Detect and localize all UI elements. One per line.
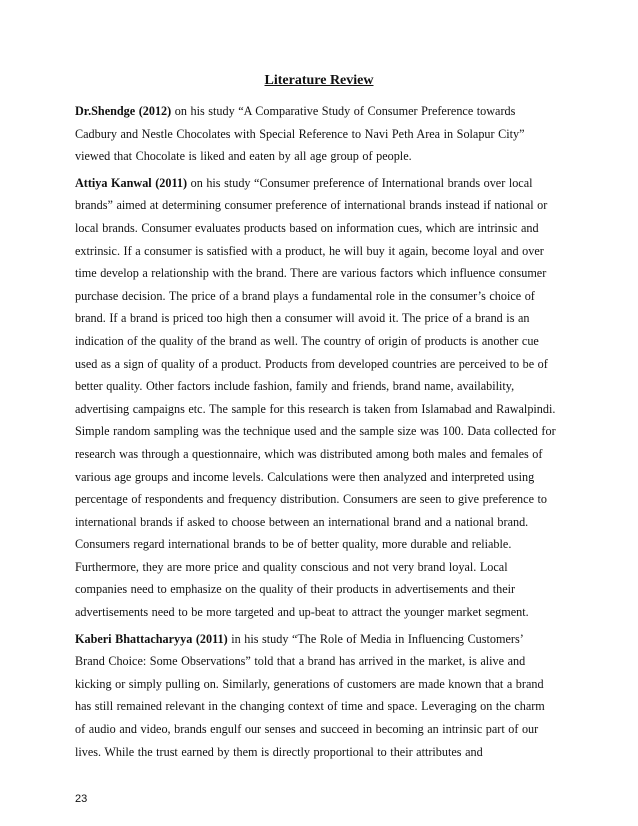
- paragraph-line: [75, 100, 575, 123]
- paragraph-line: Consumers regard international brands to be of better quality, more durable and reliable.: [75, 537, 512, 552]
- paragraph: [75, 172, 575, 624]
- citation-text: on his study “Consumer preference of International brands over local: [187, 175, 533, 190]
- page-number: 23: [75, 793, 88, 805]
- citation-author: Dr.Shendge (2012): [75, 104, 172, 118]
- paragraph-line: [75, 628, 575, 651]
- paragraph-line: percentage of respondents and frequency distribution. Consumers are seen to give preference to: [75, 492, 547, 507]
- paragraph-line: [75, 172, 575, 195]
- paragraph-line: various age groups and income levels. Calculations were then analyzed and interpreted using: [75, 469, 535, 484]
- paragraph-line: has still remained relevant in the changing context of time and space. Leveraging on the charm: [75, 699, 545, 714]
- paragraph-line: international brands if asked to choose between an international brand and a national brand.: [75, 514, 529, 529]
- paragraph-line: Cadbury and Nestle Chocolates with Special Reference to Navi Peth Area in Solapur City”: [75, 126, 525, 141]
- paragraph-line: extrinsic. If a consumer is satisfied with a product, he will buy it again, become loyal and over: [75, 243, 544, 258]
- paragraph-line: advertisements need to be more targeted and up-beat to attract the younger market segment.: [75, 605, 529, 620]
- paragraph-line: companies need to emphasize on the quality of their products in advertisements and their: [75, 582, 516, 597]
- paragraph-line: of audio and video, brands engulf our senses and succeed in becoming an intrinsic part of our: [75, 722, 539, 737]
- paragraph-line: time develop a relationship with the brand. There are various factors which influence consumer: [75, 266, 547, 281]
- paragraph-line: brand. If a brand is priced too high then a consumer will avoid it. The price of a brand is an: [75, 311, 530, 326]
- paragraph-line: Simple random sampling was the technique used and the sample size was 100. Data collected for: [75, 424, 556, 439]
- citation-text: on his study “A Comparative Study of Consumer Preference towards: [171, 104, 516, 118]
- paragraph-line: brands” aimed at determining consumer preference of international brands instead if national or: [75, 198, 548, 213]
- paragraph-line: better quality. Other factors include fashion, family and friends, brand name, availability,: [75, 379, 515, 394]
- paragraph-line: lives. While the trust earned by them is directly proportional to their attributes and: [75, 744, 483, 759]
- paragraph-line: advertising campaigns etc. The sample for this research is taken from Islamabad and Rawalpindi.: [75, 401, 556, 416]
- page-heading: Literature Review: [264, 73, 374, 88]
- paragraph: [75, 628, 575, 764]
- paragraph-line: used as a sign of quality of a product. Products from developed countries are perceived to be of: [75, 356, 548, 371]
- paragraph-line: Furthermore, they are more price and quality conscious and not very brand loyal. Local: [75, 559, 508, 574]
- citation-author: Attiya Kanwal (2011): [75, 175, 188, 190]
- paragraph-line: local brands. Consumer evaluates products based on information cues, which are intrinsic and: [75, 220, 539, 235]
- paragraph-line: kicking or simply pulling on. Similarly, generations of customers are made known that a brand: [75, 676, 544, 691]
- paragraph-line: research was through a questionnaire, which was distributed among both males and females of: [75, 446, 543, 461]
- paragraph-line: indication of the quality of the brand as well. The country of origin of products is another cue: [75, 333, 539, 348]
- paragraph-line: Brand Choice: Some Observations” told that a brand has arrived in the market, is alive and: [75, 654, 526, 669]
- paragraph-line: viewed that Chocolate is liked and eaten by all age group of people.: [75, 149, 412, 164]
- body-text: [75, 100, 575, 767]
- citation-author: Kaberi Bhattacharyya (2011): [75, 631, 228, 646]
- citation-text: in his study “The Role of Media in Influencing Customers’: [227, 631, 524, 646]
- paragraph: [75, 100, 575, 168]
- paragraph-line: purchase decision. The price of a brand plays a fundamental role in the consumer’s choice of: [75, 288, 535, 303]
